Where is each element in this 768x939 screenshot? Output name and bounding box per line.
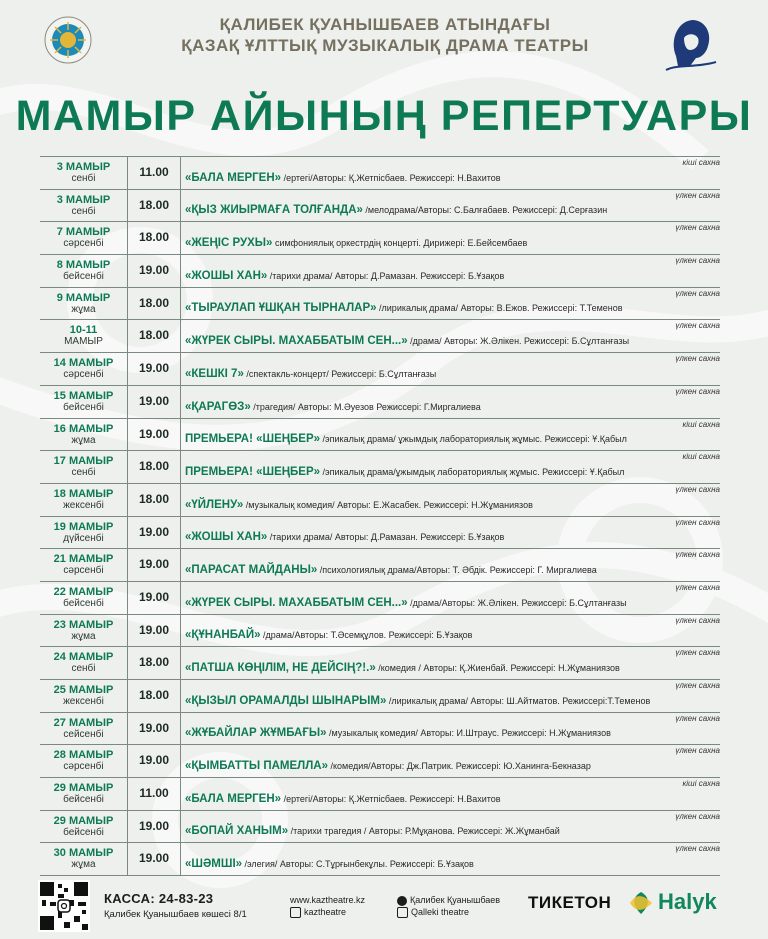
- date: 19 МАМЫР: [53, 520, 114, 533]
- weekday: жұма: [71, 630, 96, 642]
- box-office-phone: КАССА: 24-83-23: [104, 891, 214, 906]
- performance-details: /лирикалық драма/ Авторы: В.Ежов. Режиссері: Т.Теменов: [376, 303, 623, 314]
- performance-info: [185, 368, 720, 380]
- date: 28 МАМЫР: [53, 749, 114, 762]
- weekday: жексенбі: [63, 499, 104, 511]
- instagram-handle: kaztheatre: [304, 907, 347, 917]
- performance-details: /психологиялық драма/Авторы: Т. Әбдік. Режиссері: Г. Миргалиева: [317, 564, 597, 575]
- stage: үлкен сахна: [675, 288, 720, 298]
- date: 7 МАМЫР: [56, 226, 111, 239]
- performance-details: /ертегі/Авторы: Қ.Жетпісбаев. Режиссері: Н.Вахитов: [281, 793, 501, 804]
- date-cell: [40, 353, 128, 385]
- youtube-name: Qalleki theatre: [411, 907, 470, 917]
- stage: үлкен сахна: [675, 713, 720, 723]
- performance-info: [185, 172, 720, 184]
- date: 23 МАМЫР: [53, 618, 114, 631]
- facebook-icon: [397, 896, 407, 906]
- time: 19.00: [128, 517, 181, 549]
- stage: үлкен сахна: [675, 615, 720, 625]
- stage: үлкен сахна: [675, 223, 720, 233]
- performance-title: «ЖҮРЕК СЫРЫ. МАХАББАТЫМ СЕН...»: [185, 596, 408, 609]
- time: 19.00: [128, 386, 181, 418]
- performance-title: «ТЫРАУЛАП ҰШҚАН ТЫРНАЛАР»: [185, 302, 377, 315]
- performance-details: /ертегі/Авторы: Қ.Жетпісбаев. Режиссері: Н.Вахитов: [281, 172, 501, 183]
- date: 21 МАМЫР: [53, 553, 114, 566]
- facebook-name: Қалибек Қуанышбаев: [410, 895, 501, 905]
- weekday: сәрсенбі: [63, 565, 104, 577]
- halyk-bank-icon: [628, 890, 654, 916]
- date: 24 МАМЫР: [53, 651, 114, 664]
- date-cell: [40, 517, 128, 549]
- performance-info: [185, 695, 720, 707]
- theatre-name-line2: ҚАЗАҚ ҰЛТТЫҚ МУЗЫКАЛЫҚ ДРАМА ТЕАТРЫ: [181, 36, 589, 55]
- schedule-row: [40, 582, 720, 615]
- performance-info: [185, 499, 720, 511]
- performance-title: «БАЛА МЕРГЕН»: [185, 792, 282, 805]
- weekday: жұма: [71, 859, 96, 871]
- performance-title: «ЖҰБАЙЛАР ЖҰМБАҒЫ»: [185, 727, 327, 740]
- performance-info: [185, 335, 720, 347]
- time: 11.00: [128, 157, 181, 189]
- performance-info: [185, 270, 720, 282]
- weekday: сейсенбі: [63, 728, 104, 740]
- performance-info: [185, 825, 720, 837]
- time: 11.00: [128, 778, 181, 810]
- performance-details: /комедия / Авторы: Қ.Жиенбай. Режиссері: Н.Жұманиязов: [375, 663, 620, 673]
- halyk-logo-text: Halyk: [658, 889, 717, 914]
- stage: үлкен сахна: [675, 844, 720, 854]
- website-text: www.kaztheatre.kz: [290, 895, 366, 905]
- weekday: дүйсенбі: [63, 532, 104, 544]
- schedule-row: [40, 615, 720, 648]
- weekday: сәрсенбі: [63, 761, 104, 773]
- weekday: сенбі: [71, 173, 96, 184]
- weekday: бейсенбі: [63, 271, 104, 283]
- time: 19.00: [128, 745, 181, 777]
- schedule-row: [40, 778, 720, 811]
- date: 18 МАМЫР: [53, 487, 114, 500]
- time: 18.00: [128, 288, 181, 320]
- date-cell: [40, 745, 128, 777]
- schedule-row: [40, 190, 720, 223]
- date: 15 МАМЫР: [53, 389, 114, 402]
- performance-details: /драма/Авторы: Ж.Әлікен. Режиссері: Б.Сұлтанғазы: [407, 597, 627, 608]
- date-cell: [40, 713, 128, 745]
- date: 30 МАМЫР: [53, 847, 114, 860]
- performance-info: [185, 433, 720, 445]
- schedule-row: [40, 517, 720, 550]
- performance-title: «БОПАЙ ХАНЫМ»: [185, 825, 289, 838]
- time: 19.00: [128, 713, 181, 745]
- performance-title: «ҚҰНАНБАЙ»: [185, 629, 261, 642]
- performance-title: «БАЛА МЕРГЕН»: [185, 171, 282, 184]
- schedule-row: [40, 549, 720, 582]
- performance-title: «КЕШКІ 7»: [185, 367, 244, 380]
- performance-title: ПРЕМЬЕРА! «ШЕҢБЕР»: [185, 465, 321, 478]
- time: 18.00: [128, 484, 181, 516]
- date: 8 МАМЫР: [56, 259, 111, 272]
- weekday: сенбі: [71, 663, 96, 675]
- performance-title: ПРЕМЬЕРА! «ШЕҢБЕР»: [185, 433, 321, 446]
- weekday: сенбі: [71, 467, 96, 479]
- schedule-row: [40, 419, 720, 452]
- time: 18.00: [128, 222, 181, 254]
- performance-title: «ШӘМШІ»: [185, 858, 243, 871]
- weekday: бейсенбі: [63, 401, 104, 413]
- performance-info: [185, 629, 720, 641]
- time: 19.00: [128, 255, 181, 287]
- date-cell: [40, 190, 128, 222]
- stage: үлкен сахна: [675, 648, 720, 658]
- stage: үлкен сахна: [675, 386, 720, 396]
- date: 16 МАМЫР: [53, 422, 114, 435]
- youtube-link[interactable]: [397, 907, 469, 918]
- time: 19.00: [128, 843, 181, 875]
- performance-details: /трагедия/ Авторы: М.Әуезов Режиссері: Г.Миргалиева: [250, 401, 481, 412]
- performance-title: «ПАРАСАТ МАЙДАНЫ»: [185, 563, 318, 576]
- weekday: бейсенбі: [63, 597, 104, 609]
- performance-title: «ЖОШЫ ХАН»: [185, 269, 268, 282]
- performance-details: /драма/ Авторы: Ж.Әлікен. Режиссері: Б.Сұлтанғазы: [407, 336, 630, 347]
- schedule-row: [40, 288, 720, 321]
- date-cell: [40, 386, 128, 418]
- date: 3 МАМЫР: [56, 161, 111, 173]
- schedule-row: [40, 353, 720, 386]
- performance-details: /тарихи драма/ Авторы: Д.Рамазан. Режиссері: Б.Ұзақов: [267, 532, 505, 543]
- performance-details: /тарихи драма/ Авторы: Д.Рамазан. Режиссері: Б.Ұзақов: [267, 270, 505, 281]
- performance-info: [185, 466, 720, 478]
- performance-details: симфониялық оркестрдің концерті. Дирижері: Е.Бейсембаев: [272, 238, 528, 249]
- performance-details: /мелодрама/Авторы: С.Балғабаев. Режиссері: Д.Серғазин: [362, 205, 608, 216]
- performance-details: /эпикалық драма/ұжымдық лабораториялық жұмыс. Режиссері: Ұ.Қабыл: [320, 466, 625, 477]
- date: 17 МАМЫР: [53, 455, 114, 468]
- weekday: жұма: [71, 434, 96, 446]
- schedule-row: [40, 451, 720, 484]
- date-cell: [40, 484, 128, 516]
- date-cell: [40, 647, 128, 679]
- date-cell: [40, 320, 128, 352]
- time: 18.00: [128, 320, 181, 352]
- date: 22 МАМЫР: [53, 585, 114, 598]
- schedule-row: [40, 222, 720, 255]
- weekday: сенбі: [71, 205, 96, 217]
- qr-code-icon: [38, 880, 90, 932]
- performance-title: «ҚЫЗЫЛ ОРАМАЛДЫ ШЫНАРЫМ»: [185, 694, 387, 707]
- performance-info: [185, 237, 720, 249]
- performance-details: /элегия/ Авторы: С.Тұрғынбекұлы. Режиссері: Б.Ұзақов: [242, 859, 474, 870]
- date: 29 МАМЫР: [53, 814, 114, 827]
- date-cell: [40, 680, 128, 712]
- schedule-row: [40, 156, 720, 190]
- performance-title: «ҮЙЛЕНУ»: [185, 498, 244, 511]
- theatre-name-line1: ҚАЛИБЕК ҚУАНЫШБАЕВ АТЫНДАҒЫ: [219, 15, 551, 34]
- time: 19.00: [128, 582, 181, 614]
- weekday: бейсенбі: [63, 826, 104, 838]
- time: 19.00: [128, 419, 181, 451]
- performance-title: «ЖОШЫ ХАН»: [185, 531, 268, 544]
- page-title: МАМЫР АЙЫНЫҢ РЕПЕРТУАРЫ: [15, 92, 753, 140]
- date: 9 МАМЫР: [56, 291, 111, 304]
- performance-info: [185, 760, 720, 772]
- performance-details: /музыкалық комедия/ Авторы: Е.Жасабек. Режиссері: Н.Жұманиязов: [243, 499, 533, 510]
- weekday: бейсенбі: [63, 794, 104, 806]
- schedule-table: [40, 156, 720, 876]
- date-cell: [40, 615, 128, 647]
- performance-title: «ҚАРАГӨЗ»: [185, 400, 251, 413]
- time: 18.00: [128, 451, 181, 483]
- date: 14 МАМЫР: [53, 357, 114, 370]
- performance-details: /комедия/Авторы: Дж.Патрик. Режиссері: Ю.Ханинга-Бекназар: [327, 761, 591, 772]
- performance-info: [185, 531, 720, 543]
- time: 19.00: [128, 811, 181, 843]
- date-cell: [40, 157, 128, 189]
- stage: үлкен сахна: [675, 746, 720, 756]
- stage: кіші сахна: [682, 158, 720, 167]
- performance-title: «ҚЫМБАТТЫ ПАМЕЛЛА»: [185, 760, 328, 773]
- stage: үлкен сахна: [675, 354, 720, 364]
- stage: үлкен сахна: [675, 256, 720, 266]
- date: 25 МАМЫР: [53, 684, 114, 696]
- stage: кіші сахна: [682, 452, 720, 462]
- performance-info: [185, 302, 720, 314]
- stage: кіші сахна: [682, 779, 720, 789]
- date-cell: [40, 778, 128, 810]
- performance-info: [185, 793, 720, 805]
- facebook-link[interactable]: [397, 895, 500, 906]
- date-cell: [40, 451, 128, 483]
- weekday: жексенбі: [63, 696, 104, 707]
- performance-title: «ЖЕҢІС РУХЫ»: [185, 237, 273, 250]
- date-cell: [40, 582, 128, 614]
- stage: үлкен сахна: [675, 321, 720, 331]
- schedule-row: [40, 713, 720, 746]
- stage: үлкен сахна: [675, 681, 720, 690]
- time: 19.00: [128, 615, 181, 647]
- schedule-row: [40, 680, 720, 713]
- schedule-row: [40, 484, 720, 517]
- weekday: сәрсенбі: [63, 238, 104, 250]
- date: 27 МАМЫР: [53, 716, 114, 729]
- date-cell: [40, 222, 128, 254]
- youtube-icon: [397, 907, 408, 918]
- date-cell: [40, 419, 128, 451]
- instagram-link[interactable]: [290, 907, 346, 918]
- stage: үлкен сахна: [675, 550, 720, 560]
- performance-details: /лирикалық драма/ Авторы: Ш.Айтматов. Режиссері:Т.Теменов: [386, 695, 651, 706]
- schedule-row: [40, 745, 720, 778]
- schedule-row: [40, 255, 720, 288]
- time: 18.00: [128, 647, 181, 679]
- stage: үлкен сахна: [675, 484, 720, 494]
- performance-info: [185, 564, 720, 576]
- performance-title: «ЖҮРЕК СЫРЫ. МАХАББАТЫМ СЕН...»: [185, 335, 408, 348]
- performance-info: [185, 597, 720, 609]
- schedule-row: [40, 647, 720, 680]
- performance-info: [185, 858, 720, 870]
- performance-info: [185, 662, 720, 674]
- schedule-row: [40, 386, 720, 419]
- weekday: жұма: [71, 303, 96, 315]
- time: 19.00: [128, 353, 181, 385]
- date: 3 МАМЫР: [56, 193, 111, 206]
- performance-info: [185, 204, 720, 216]
- time: 18.00: [128, 680, 181, 712]
- performance-info: [185, 727, 720, 739]
- weekday: МАМЫР: [64, 336, 103, 348]
- time: 18.00: [128, 190, 181, 222]
- date-cell: [40, 255, 128, 287]
- website-link[interactable]: [290, 895, 365, 905]
- stage: кіші сахна: [682, 419, 720, 429]
- performance-details: /музыкалық комедия/ Авторы: И.Штраус. Режиссері: Н.Жұманиязов: [326, 728, 611, 739]
- performance-title: «ҚЫЗ ЖИЫРМАҒА ТОЛҒАНДА»: [185, 204, 363, 217]
- schedule-row: [40, 320, 720, 353]
- kuanyshbaev-portrait-icon: [656, 12, 724, 74]
- stage: үлкен сахна: [675, 811, 720, 821]
- theatre-name: [150, 14, 620, 56]
- performance-details: /эпикалық драма/ ұжымдық лабораториялық жұмыс. Режиссері: Ұ.Қабыл: [320, 434, 627, 445]
- date-cell: [40, 288, 128, 320]
- schedule-row: [40, 811, 720, 844]
- date: 10-11: [69, 324, 98, 337]
- schedule-row: [40, 843, 720, 876]
- performance-info: [185, 401, 720, 413]
- state-emblem-icon: [44, 16, 92, 64]
- date-cell: [40, 549, 128, 581]
- performance-details: /тарихи трагедия / Авторы: Р.Мұқанова. Режиссері: Ж.Жұманбай: [288, 826, 560, 837]
- instagram-icon: [290, 907, 301, 918]
- ticketon-logo: ТИКЕТОН: [528, 893, 612, 912]
- date-cell: [40, 843, 128, 875]
- stage: үлкен сахна: [675, 190, 720, 200]
- address: Қалибек Қуанышбаев көшесі 8/1: [104, 909, 247, 920]
- weekday: сәрсенбі: [63, 369, 104, 381]
- stage: үлкен сахна: [675, 517, 720, 527]
- date: 29 МАМЫР: [53, 782, 114, 795]
- performance-title: «ПАТША КӨҢІЛІМ, НЕ ДЕЙСІҢ?!.»: [185, 662, 376, 674]
- performance-details: /спектакль-концерт/ Режиссері: Б.Сұлтанғазы: [243, 368, 437, 379]
- performance-details: /драма/Авторы: Т.Әсемқұлов. Режиссері: Б.Ұзақов: [260, 630, 473, 641]
- stage: үлкен сахна: [675, 582, 720, 592]
- time: 19.00: [128, 549, 181, 581]
- date-cell: [40, 811, 128, 843]
